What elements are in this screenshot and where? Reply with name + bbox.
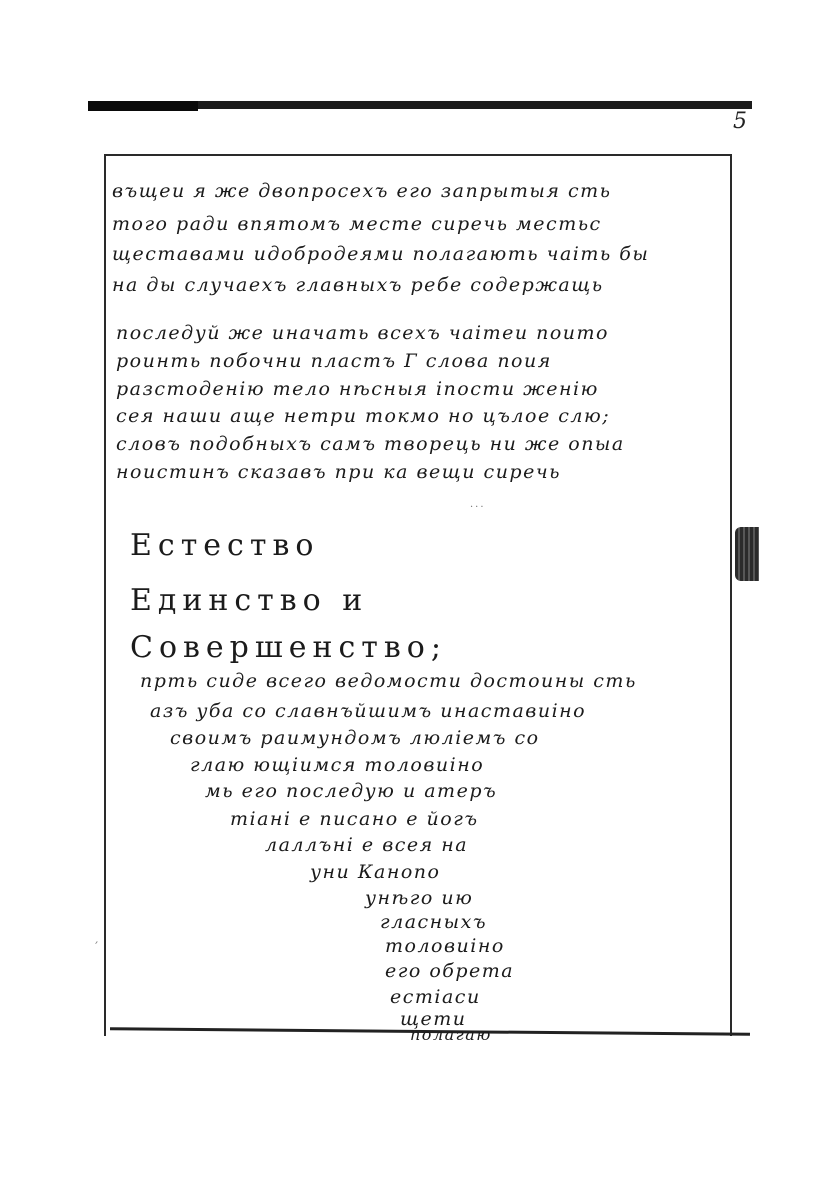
heading-line: Естество <box>130 528 320 563</box>
binding-tab <box>735 527 759 581</box>
tail-line: своимъ раимундомъ люліемъ со <box>170 727 540 749</box>
paragraph2-line: роинть побочни пластъ Г слова поия <box>116 350 552 372</box>
tail-line: тіані е писано е йогъ <box>230 808 479 830</box>
tail-line: толовиіно <box>385 935 505 957</box>
paragraph2-line: словъ подобныхъ самъ творець ни же опыа <box>116 433 625 455</box>
paragraph1-line: въщеи я же двопросехъ его запрытыя сть <box>112 180 612 202</box>
paragraph2-line: последуй же иначать всехъ чаітеи поито <box>116 322 609 344</box>
margin-mark: ′ <box>95 940 99 956</box>
divider-mark: ··· <box>470 502 486 513</box>
tail-line: мь его последую и атеръ <box>205 780 498 802</box>
heading-line: Единство и <box>130 583 369 618</box>
page-number: 5 <box>733 109 747 134</box>
tail-line: естіаси <box>390 986 481 1008</box>
paragraph2-line: сея наши аще нетри токмо но цълое слю; <box>116 405 611 427</box>
tail-line: азъ уба со славнъйшимъ инаставиіно <box>150 700 587 722</box>
tail-line: унѣго ию <box>365 887 474 909</box>
heading-line: Совершенство; <box>130 630 447 665</box>
tail-line: уни Канопо <box>310 861 441 883</box>
paragraph1-line: на ды случаехъ главныхъ ребе содержащь <box>112 274 604 296</box>
paragraph2-line: ноистинъ сказавъ при ка вещи сиречь <box>116 461 562 483</box>
top-ink-border <box>88 101 752 109</box>
tail-line: лаллъні е всея на <box>265 834 469 856</box>
tail-line: щети <box>400 1008 467 1030</box>
tail-line: глаю ющіимся толовиіно <box>190 754 485 776</box>
paragraph1-line: того ради впятомъ месте сиречь местьс <box>112 213 602 235</box>
paragraph2-line: разстоденію тело нѣсныя іпости женію <box>116 378 599 400</box>
paragraph1-line: щеставами идобродеями полагають чаіть бы <box>112 243 650 265</box>
tail-line: прть сиде всего ведомости достоины сть <box>140 670 637 692</box>
tail-line: гласныхъ <box>380 911 488 933</box>
tail-line: его обрета <box>385 960 515 982</box>
tail-line: полагаю <box>410 1025 492 1044</box>
